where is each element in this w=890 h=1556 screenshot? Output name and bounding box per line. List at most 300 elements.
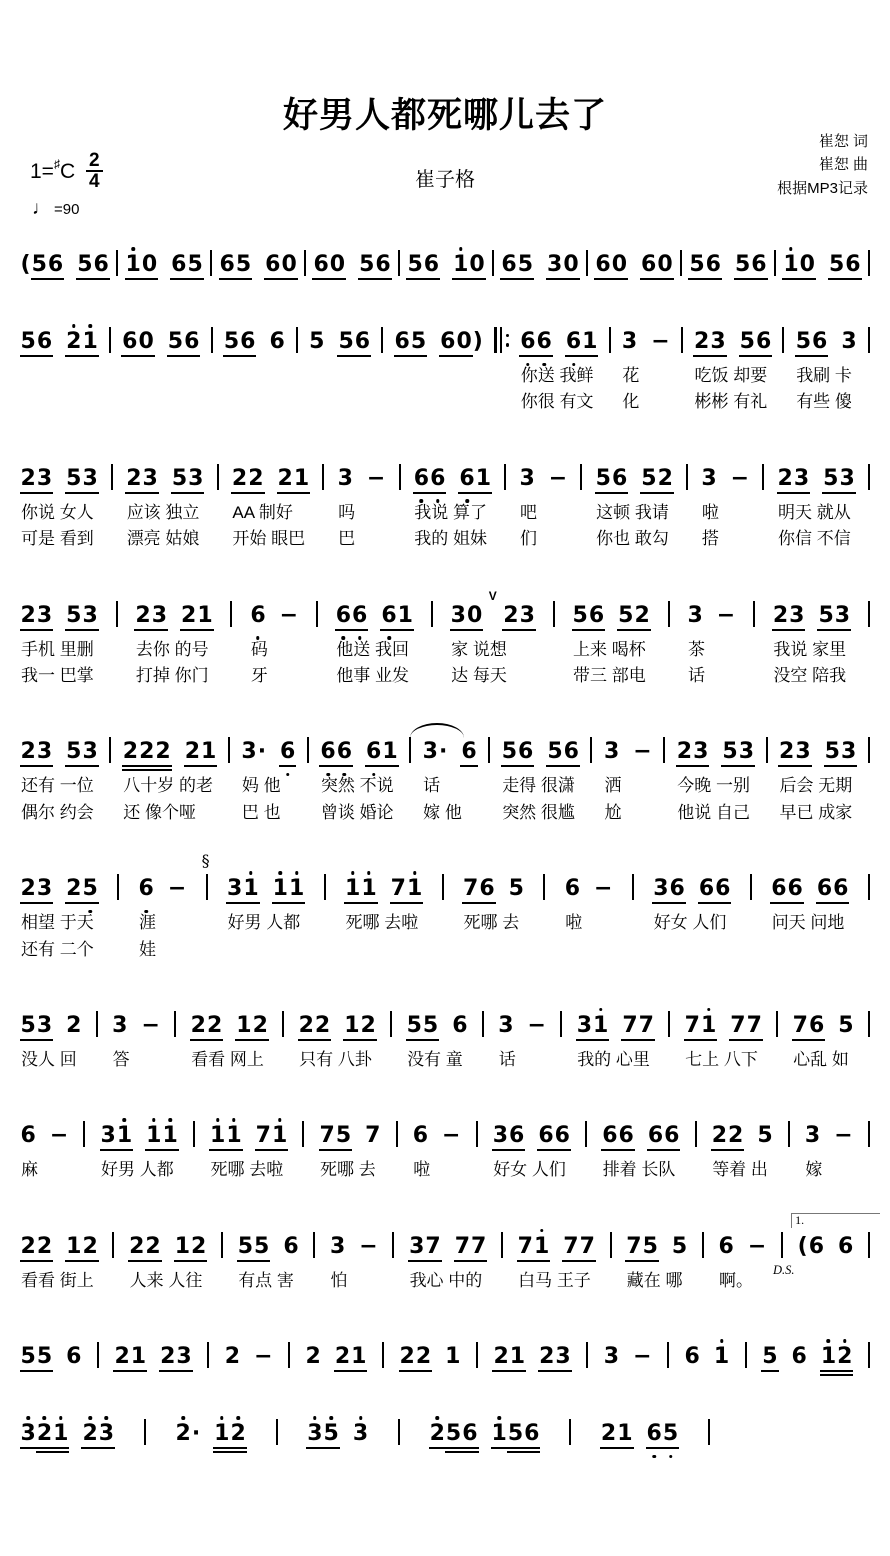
notes-row <box>795 327 857 353</box>
octave-dot-below <box>343 773 347 777</box>
barline-stroke <box>109 737 111 763</box>
barline-stroke <box>307 737 309 763</box>
note-char: 1 <box>475 468 491 490</box>
note-char: 3 <box>576 1015 592 1037</box>
lyrics-line-1: 话 <box>498 1049 516 1069</box>
octave-dot-above <box>707 1008 711 1012</box>
notes-row <box>595 250 673 276</box>
note-char: 6 <box>336 741 352 763</box>
note-char: 6 <box>602 1125 618 1147</box>
underline-beam <box>778 765 795 767</box>
lyrics-line-1: 码 <box>250 639 268 659</box>
note-group <box>210 1125 243 1147</box>
measure <box>779 737 857 823</box>
underline-beam-2 <box>122 769 139 771</box>
meter-denominator: 4 <box>88 171 100 193</box>
note-char: 3 <box>151 605 167 627</box>
notes-row <box>231 464 309 490</box>
note-group <box>66 741 99 763</box>
note-char: 2 <box>837 1346 853 1368</box>
note-char: 3 <box>603 739 620 765</box>
notes-row <box>250 601 299 627</box>
underline-beam <box>365 765 382 767</box>
note-char: 3 <box>555 1346 571 1368</box>
underline-beam <box>772 629 789 631</box>
note-group <box>237 1233 270 1259</box>
note-char: 3 <box>603 1344 620 1370</box>
note-char: 6 <box>538 1125 554 1147</box>
lyrics-line-2: 搭 <box>701 529 719 549</box>
barline-stroke <box>776 1011 778 1037</box>
note-char: 6 <box>705 254 721 276</box>
note-char: 3 <box>621 329 638 354</box>
note-group <box>828 254 861 276</box>
repeat-thin-line <box>500 327 502 353</box>
underline-beam <box>255 1149 272 1151</box>
barline <box>868 1342 870 1368</box>
underline-beam <box>130 1370 147 1372</box>
lyrics-line-1: 好男 人都 <box>227 913 301 933</box>
note-char: 1 <box>201 741 217 763</box>
note-char: 2 <box>135 605 151 627</box>
note-group <box>279 602 299 628</box>
note-char: 3 <box>36 605 52 627</box>
octave-dot-above <box>359 1416 363 1420</box>
note-group <box>445 1346 461 1368</box>
note-char: 6 <box>171 254 187 276</box>
barline <box>230 601 232 627</box>
underline-beam <box>190 1039 207 1041</box>
underline-beam <box>536 355 553 357</box>
measure <box>422 737 477 823</box>
note-char: 6 <box>684 1344 700 1370</box>
barline-stroke <box>667 1342 669 1368</box>
notes-row <box>305 1342 367 1368</box>
song-title: 好男人都死哪儿去了 <box>282 96 607 135</box>
lyrics-line-1: 人来 人往 <box>129 1270 203 1290</box>
note-char: 2 <box>175 1423 191 1445</box>
octave-dot-above <box>181 1416 185 1420</box>
underline-beam <box>816 902 833 904</box>
underline-beam <box>360 1039 377 1041</box>
note-char: 5 <box>66 741 82 763</box>
note-group <box>146 1125 179 1147</box>
measure <box>319 1121 381 1180</box>
underline-beam <box>824 765 841 767</box>
note-group <box>412 1125 428 1147</box>
note-char: 1 <box>406 878 422 900</box>
barline <box>590 737 592 763</box>
underline-beam <box>460 765 477 767</box>
lyrics-line-2: 还有 二个 <box>21 939 94 959</box>
octave-dot-above <box>720 1339 724 1343</box>
underline-beam-2 <box>52 1451 69 1453</box>
measure <box>493 1342 571 1368</box>
note-group <box>547 741 580 763</box>
note-char: 5 <box>20 1015 36 1037</box>
measure <box>407 250 485 276</box>
note-char: 3 <box>840 741 856 763</box>
underline-beam <box>468 278 485 280</box>
measure <box>307 1419 369 1445</box>
note-char: 3 <box>687 602 703 628</box>
underline-beam <box>36 629 53 631</box>
note-group <box>20 1125 36 1147</box>
note-group <box>762 1346 778 1368</box>
octave-dot-above <box>278 1118 282 1122</box>
underline-beam <box>562 1260 579 1262</box>
measure <box>223 327 285 353</box>
note-group <box>791 1346 807 1368</box>
note-char: 1 <box>820 1346 836 1368</box>
barline <box>442 874 444 900</box>
notes-row <box>122 327 200 353</box>
lyrics-line-1: 茶 <box>687 639 705 659</box>
note-group <box>820 1346 853 1368</box>
note-char: 2 <box>155 741 171 763</box>
lyrics-line-2: 他说 自己 <box>677 802 750 822</box>
octave-dot-above <box>236 1416 240 1420</box>
underline-beam <box>272 902 289 904</box>
note-char: − <box>141 1012 160 1038</box>
barline <box>663 737 665 763</box>
barline-stroke <box>482 1011 484 1037</box>
barline <box>396 1121 398 1147</box>
notes-row <box>501 737 579 763</box>
barline <box>307 737 309 763</box>
note-group <box>20 1346 53 1368</box>
note-char: 1 <box>361 878 377 900</box>
barline <box>586 250 588 276</box>
lyrics-line-1: AA 制好 <box>232 502 293 522</box>
barline <box>868 601 870 627</box>
barline-stroke <box>206 874 208 900</box>
note-group <box>66 331 99 353</box>
note-group <box>527 1012 546 1038</box>
underline-beam <box>739 355 756 357</box>
underline-beam <box>565 355 582 357</box>
measure <box>463 874 525 933</box>
note-char: 2 <box>206 1015 222 1037</box>
measure <box>676 737 754 823</box>
underline-beam <box>738 765 755 767</box>
note-group <box>77 254 110 276</box>
octave-dot-above <box>105 1416 109 1420</box>
notes-row <box>20 1232 98 1258</box>
notes-row <box>20 250 109 276</box>
barline-stroke <box>288 1342 290 1368</box>
note-group <box>576 1012 609 1038</box>
note-char: 3 <box>337 465 353 491</box>
note-char: 5 <box>406 1015 422 1037</box>
underline-beam <box>225 1149 242 1151</box>
underline-beam <box>600 1447 617 1449</box>
underline-beam <box>563 765 580 767</box>
measure <box>701 464 750 550</box>
underline-beam <box>617 629 634 631</box>
lyrics-line-1: 花 <box>622 366 640 385</box>
barline-stroke <box>753 601 755 627</box>
lyrics-line-2: 你信 不信 <box>778 529 851 549</box>
note-char: 1 <box>125 254 141 276</box>
underline-beam <box>508 1149 525 1151</box>
lyrics-line-1: 好男 人都 <box>101 1160 174 1180</box>
octave-dot-below <box>420 499 424 503</box>
measure <box>492 1121 570 1180</box>
lyrics-line-2: 曾谈 婚论 <box>320 802 394 822</box>
barline <box>381 327 383 353</box>
note-char: 0 <box>138 331 154 353</box>
note-group <box>381 602 414 628</box>
note-char: 1 <box>293 468 309 490</box>
note-char: 7 <box>626 1236 642 1258</box>
lyrics-line-1: 我刷 卡 <box>796 366 852 385</box>
artist-name: 崔子格 <box>415 169 475 191</box>
lyrics-line-2: 他事 业发 <box>336 665 409 685</box>
notes-row <box>138 874 187 900</box>
barline-stroke <box>276 1419 278 1445</box>
note-char: 0 <box>469 254 485 276</box>
note-char: 1 <box>130 1346 146 1368</box>
underline-beam <box>799 278 816 280</box>
note-char: 3 <box>547 254 563 276</box>
underline-beam <box>242 902 259 904</box>
underline-beam <box>390 902 407 904</box>
note-char: − <box>834 1123 853 1149</box>
barline-stroke <box>431 601 433 627</box>
underline-beam <box>625 1260 642 1262</box>
barline <box>560 1011 562 1037</box>
note-char: 5 <box>223 331 239 353</box>
barline-stroke <box>230 601 232 627</box>
octave-dot-above <box>168 1118 172 1122</box>
measure <box>241 737 296 823</box>
barline <box>772 1232 795 1277</box>
note-char: 2 <box>82 1423 98 1445</box>
note-group <box>572 602 605 628</box>
barline <box>702 1232 704 1258</box>
underline-beam <box>20 1370 37 1372</box>
lyrics-line-1: 涯 <box>139 913 156 933</box>
barline <box>304 250 306 276</box>
barline-stroke <box>501 1232 503 1258</box>
barline-stroke <box>111 464 113 490</box>
barline-stroke <box>322 464 324 490</box>
note-char: 6 <box>352 605 368 627</box>
note-char: 6 <box>664 1125 680 1147</box>
underline-beam <box>319 765 336 767</box>
lyrics-line-1: 还有 一位 <box>21 776 94 796</box>
note-group <box>783 254 816 276</box>
notes-row <box>689 250 767 276</box>
measure <box>450 588 535 687</box>
note-char: 2 <box>145 1236 161 1258</box>
music-system <box>20 1214 870 1291</box>
underline-beam <box>836 1370 853 1372</box>
barline <box>322 464 324 490</box>
measure <box>122 737 217 823</box>
note-char: 2 <box>224 1344 241 1370</box>
underline-beam <box>808 1039 825 1041</box>
underline-beam <box>519 355 536 357</box>
note-char: 6 <box>461 741 477 763</box>
underline-beam <box>669 902 686 904</box>
measure <box>517 1232 595 1291</box>
note-char: 3 <box>841 329 857 354</box>
underline-beam <box>811 355 828 357</box>
underline-beam <box>509 1370 526 1372</box>
note-char: 1 <box>713 1346 729 1368</box>
notes-row <box>771 874 849 900</box>
barline-stroke <box>868 874 870 900</box>
note-group <box>824 741 857 763</box>
note-group <box>508 878 524 900</box>
barline-stroke <box>560 1011 562 1037</box>
barline <box>201 851 210 900</box>
note-group <box>255 1125 288 1147</box>
lyrics-line-1: 明天 就从 <box>778 502 851 522</box>
underline-beam <box>170 278 187 280</box>
barline <box>745 1342 747 1368</box>
underline-beam <box>253 1260 270 1262</box>
note-char: 6 <box>354 331 370 353</box>
note-char: 6 <box>423 254 439 276</box>
notes-row <box>718 1232 767 1258</box>
underline-beam <box>727 1149 744 1151</box>
notes-row <box>653 874 731 900</box>
lyrics-line-1: 藏在 哪 <box>626 1270 683 1290</box>
underline-beam <box>380 629 397 631</box>
octave-dot-above <box>152 1118 156 1122</box>
barline <box>686 464 688 490</box>
octave-dot-above <box>599 1008 603 1012</box>
note-group <box>520 331 553 353</box>
note-char: 2 <box>503 605 519 627</box>
note-group <box>461 741 477 763</box>
barline <box>313 1232 315 1258</box>
barline-stroke <box>580 464 582 490</box>
barline <box>282 1011 284 1037</box>
note-char: 7 <box>365 1123 381 1149</box>
lyrics-line-2: 我的 姐妹 <box>414 529 487 549</box>
barline-stroke <box>117 874 119 900</box>
note-char: 6 <box>459 468 475 490</box>
underline-beam <box>399 1370 416 1372</box>
barline <box>610 1232 612 1258</box>
lyrics-line-1: 等着 出 <box>712 1160 768 1180</box>
note-group <box>689 254 722 276</box>
note-group <box>595 465 628 491</box>
note-group <box>20 741 53 763</box>
note-group <box>701 465 717 491</box>
measure <box>412 1121 461 1180</box>
note-group <box>646 1423 679 1445</box>
octave-dot-above <box>88 324 92 328</box>
measure <box>129 1232 207 1291</box>
octave-dot-above <box>295 871 299 875</box>
underline-beam <box>175 1370 192 1372</box>
barline-stroke <box>781 1232 783 1258</box>
note-group <box>621 331 637 353</box>
note-group <box>394 331 427 353</box>
note-group <box>399 1346 432 1368</box>
note-char: 6 <box>501 254 517 276</box>
measure <box>576 1011 654 1070</box>
note-char: 7 <box>463 878 479 900</box>
notes-row <box>112 1011 161 1037</box>
transcription-note: 根据MP3记录 <box>777 179 868 197</box>
note-char: 2 <box>399 1346 415 1368</box>
note-char: 5 <box>739 331 755 353</box>
measure <box>603 737 652 823</box>
barline-stroke <box>442 874 444 900</box>
note-char: 5 <box>66 468 82 490</box>
note-group <box>713 1346 729 1368</box>
notes-row <box>319 1121 381 1147</box>
notes-row <box>572 601 650 627</box>
notes-row <box>711 1121 773 1147</box>
underline-beam <box>100 1149 117 1151</box>
note-char: 6 <box>698 878 714 900</box>
note-char: − <box>254 1344 273 1370</box>
note-group <box>838 1012 854 1038</box>
note-group <box>407 254 440 276</box>
underline-beam <box>633 629 650 631</box>
underline-beam <box>20 1260 37 1262</box>
note-char: 5 <box>618 605 634 627</box>
note-char: 1 <box>382 741 398 763</box>
composer-credit: 崔恕 曲 <box>818 156 868 174</box>
music-system <box>20 1103 870 1180</box>
barline <box>193 1121 195 1147</box>
octave-dot-above <box>436 1416 440 1420</box>
note-char: 5 <box>734 254 750 276</box>
note-char: 7 <box>471 1236 487 1258</box>
barline-stroke <box>609 327 611 353</box>
note-char: 6 <box>808 1015 824 1037</box>
underline-beam <box>406 1039 423 1041</box>
underline-beam <box>206 1039 223 1041</box>
underline-beam <box>787 902 804 904</box>
underline-beam <box>466 629 483 631</box>
note-group <box>171 254 204 276</box>
note-group <box>777 465 810 491</box>
octave-dot-below <box>572 363 576 367</box>
barline-stroke <box>144 1419 146 1445</box>
note-char: ( <box>20 252 31 277</box>
lyrics-line-1: 他送 我回 <box>336 639 409 659</box>
note-char: 2 <box>230 1423 246 1445</box>
note-char: 5 <box>20 331 36 353</box>
measure <box>413 464 491 550</box>
underline-beam <box>360 902 377 904</box>
lyrics-line-2: 话 <box>687 665 705 685</box>
underline-beam <box>588 629 605 631</box>
underline-beam <box>408 1260 425 1262</box>
barline <box>569 1419 571 1445</box>
note-char: 2 <box>657 468 673 490</box>
note-char: 6 <box>755 331 771 353</box>
volta-label: 1. <box>795 1212 805 1227</box>
note-char: 3 <box>409 1236 425 1258</box>
lyrics-line-2: 带三 部电 <box>573 665 646 685</box>
barline <box>868 1121 870 1147</box>
barline <box>111 464 113 490</box>
note-group <box>602 1125 635 1147</box>
note-char: 2 <box>277 468 293 490</box>
note-group <box>519 465 535 491</box>
underline-beam <box>554 1149 571 1151</box>
